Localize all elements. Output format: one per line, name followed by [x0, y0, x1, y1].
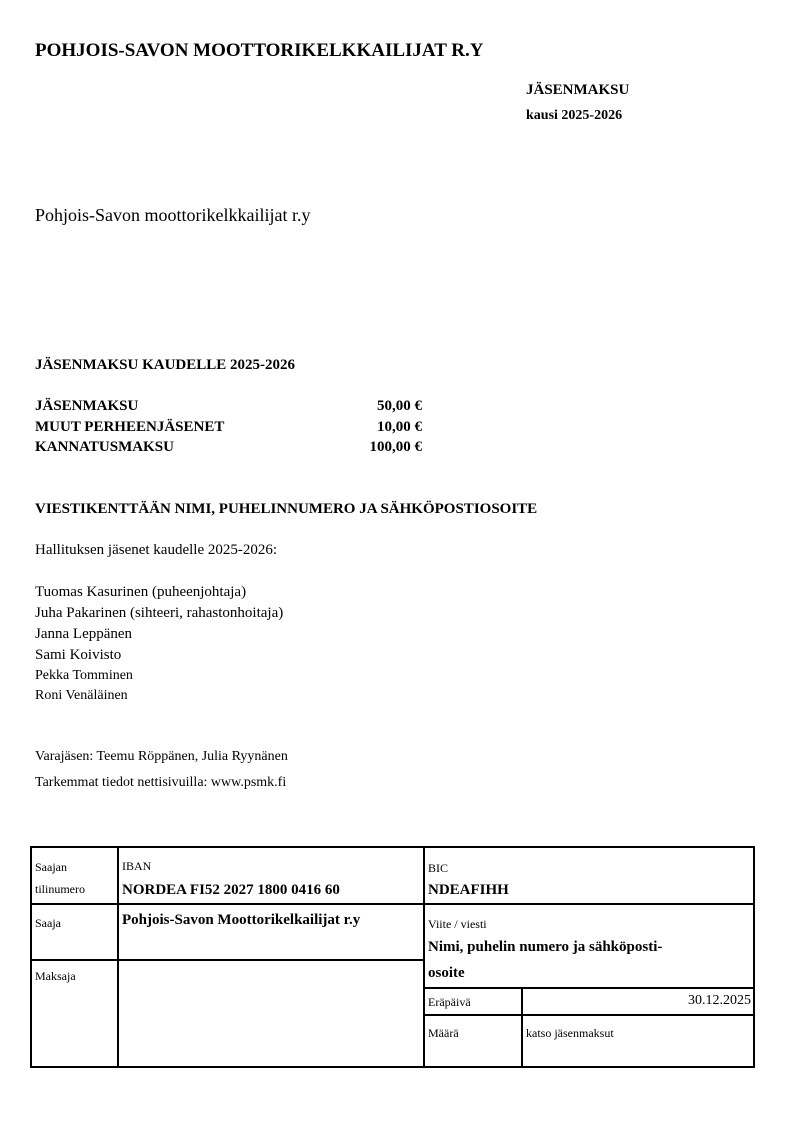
amount-value: katso jäsenmaksut [526, 1026, 614, 1040]
season-label: kausi 2025-2026 [526, 108, 623, 123]
iban-label: IBAN [122, 859, 152, 873]
iban-value: NORDEA FI52 2027 1800 0416 60 [122, 882, 340, 898]
fee-row [35, 419, 422, 436]
board-intro: Hallituksen jäsenet kaudelle 2025-2026: [35, 542, 278, 558]
due-date-value: 30.12.2025 [688, 993, 751, 1008]
organization-title: POHJOIS-SAVON MOOTTORIKELKKAILIJAT R.Y [35, 40, 484, 61]
fees-heading: JÄSENMAKSU KAUDELLE 2025-2026 [35, 357, 296, 373]
payer-field[interactable] [122, 969, 417, 1059]
fee-label: MUUT PERHEENJÄSENET [35, 419, 225, 435]
reference-value: osoite [428, 965, 465, 981]
bic-value: NDEAFIHH [428, 882, 509, 898]
amount-label: Määrä [428, 1026, 459, 1040]
slip-divider [32, 959, 424, 961]
fee-row [35, 439, 422, 456]
slip-divider [423, 987, 753, 989]
payment-slip [30, 846, 755, 1068]
board-member: Janna Leppänen [35, 626, 133, 642]
bic-label: BIC [428, 861, 449, 875]
message-instructions-heading: VIESTIKENTTÄÄN NIMI, PUHELINNUMERO JA SÄHKÖPOSTIOSOITE [35, 501, 538, 517]
slip-divider [423, 1014, 753, 1016]
more-info-text: Tarkemmat tiedot nettisivuilla: www.psmk.fi [35, 775, 287, 790]
board-member: Juha Pakarinen (sihteeri, rahastonhoitaja) [35, 605, 284, 621]
fee-label: KANNATUSMAKSU [35, 439, 174, 455]
fee-amount: 100,00 € [369, 439, 422, 455]
board-member: Sami Koivisto [35, 647, 122, 663]
board-member: Pekka Tomminen [35, 668, 133, 683]
payer-label: Maksaja [35, 969, 76, 983]
fee-label: JÄSENMAKSU [35, 398, 139, 414]
board-member: Tuomas Kasurinen (puheenjohtaja) [35, 584, 247, 600]
fee-row [35, 398, 422, 415]
reference-value: Nimi, puhelin numero ja sähköposti- [428, 939, 663, 955]
slip-divider [117, 848, 119, 1066]
deputy-members: Varajäsen: Teemu Röppänen, Julia Ryynänen [35, 749, 288, 764]
slip-divider [521, 987, 523, 1066]
slip-divider [423, 848, 425, 1066]
recipient-name: Pohjois-Savon moottorikelkkailijat r.y [35, 205, 311, 225]
due-date-label: Eräpäivä [428, 995, 471, 1009]
document-title: JÄSENMAKSU [526, 82, 630, 98]
slip-divider [32, 903, 753, 905]
reference-label: Viite / viesti [428, 917, 487, 931]
account-label: Saajan [35, 860, 67, 874]
account-label: tilinumero [35, 882, 85, 896]
fee-amount: 50,00 € [377, 398, 422, 414]
board-member: Roni Venäläinen [35, 688, 128, 703]
payee-label: Saaja [35, 916, 61, 930]
payee-value: Pohjois-Savon Moottorikelkailijat r.y [122, 912, 361, 928]
fee-amount: 10,00 € [377, 419, 422, 435]
